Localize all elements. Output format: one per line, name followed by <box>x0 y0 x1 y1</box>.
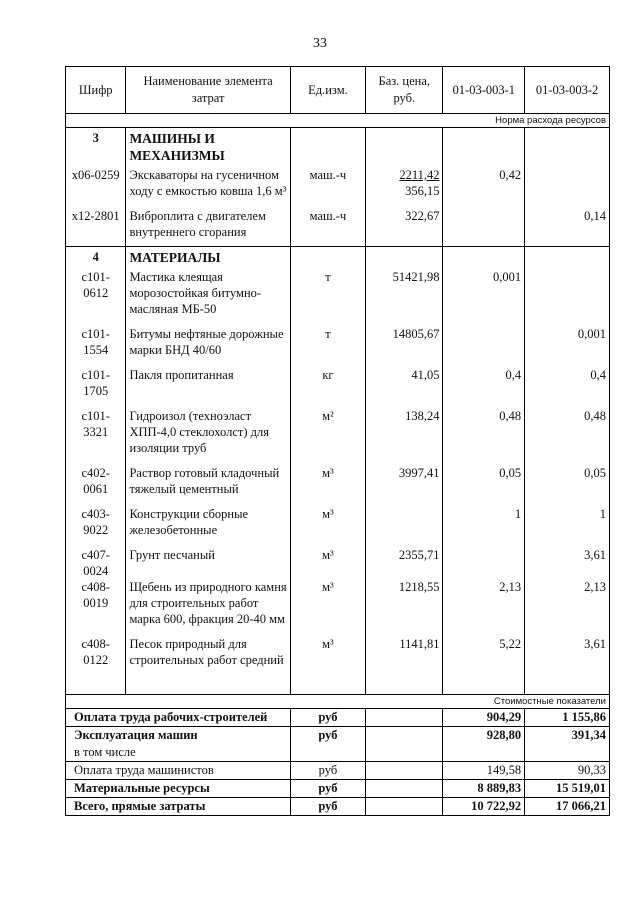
summary-value-2: 391,34 <box>525 727 610 745</box>
row-price: 51421,98 <box>366 266 443 323</box>
summary-label: Всего, прямые затраты <box>66 798 291 816</box>
row-unit: м³ <box>290 579 365 633</box>
table-row <box>66 323 610 364</box>
row-code: с101-1705 <box>66 364 126 405</box>
band-cost-row <box>66 695 610 709</box>
row-name: Экскаваторы на гусеничном ходу с емкостью ковша 1,6 м³ <box>126 164 290 205</box>
row-price: 322,67 <box>366 205 443 247</box>
header-price: Баз. цена, руб. <box>366 67 443 114</box>
row-price: 2355,71 <box>366 544 443 579</box>
row-name: Виброплита с двигателем внутреннего сгорания <box>126 205 290 247</box>
section-title: МАШИНЫ И МЕХАНИЗМЫ <box>126 128 290 165</box>
row-code: с408-0122 <box>66 633 126 674</box>
row-name: Щебень из природного камня для строительных работ марка 600, фракция 20-40 мм <box>126 579 290 633</box>
row-value-2: 0,05 <box>525 462 610 503</box>
resource-norms-table <box>65 66 610 816</box>
summary-value-2 <box>525 744 610 762</box>
row-price: 138,24 <box>366 405 443 462</box>
row-name: Раствор готовый кладочный тяжелый цементный <box>126 462 290 503</box>
summary-row <box>66 727 610 745</box>
row-value-2: 3,61 <box>525 633 610 674</box>
row-value-1: 5,22 <box>443 633 525 674</box>
row-price: 3997,41 <box>366 462 443 503</box>
summary-value-1: 928,80 <box>443 727 525 745</box>
table-row <box>66 633 610 674</box>
row-value-2: 2,13 <box>525 579 610 633</box>
row-name: Мастика клеящая морозостойкая битумно-масляная МБ-50 <box>126 266 290 323</box>
summary-label: Материальные ресурсы <box>66 780 291 798</box>
table-row <box>66 544 610 579</box>
row-code: с408-0019 <box>66 579 126 633</box>
summary-unit <box>290 744 365 762</box>
row-value-1: 0,48 <box>443 405 525 462</box>
row-value-2: 0,48 <box>525 405 610 462</box>
summary-value-1: 10 722,92 <box>443 798 525 816</box>
summary-row <box>66 798 610 816</box>
row-price: 1218,55 <box>366 579 443 633</box>
row-code: с403-9022 <box>66 503 126 544</box>
row-unit: м³ <box>290 503 365 544</box>
table-row <box>66 266 610 323</box>
table-row <box>66 462 610 503</box>
summary-unit: руб <box>290 798 365 816</box>
summary-value-2: 1 155,86 <box>525 709 610 727</box>
row-name: Битумы нефтяные дорожные марки БНД 40/60 <box>126 323 290 364</box>
row-unit: м³ <box>290 544 365 579</box>
table-header-row <box>66 67 610 114</box>
row-value-2: 3,61 <box>525 544 610 579</box>
summary-label: Эксплуатация машин <box>66 727 291 745</box>
summary-value-1: 904,29 <box>443 709 525 727</box>
band-norm-row <box>66 114 610 128</box>
table-row <box>66 405 610 462</box>
row-name: Пакля пропитанная <box>126 364 290 405</box>
band-norm-label: Норма расхода ресурсов <box>66 114 610 128</box>
row-code: с402-0061 <box>66 462 126 503</box>
summary-unit: руб <box>290 727 365 745</box>
section-title: МАТЕРИАЛЫ <box>126 247 290 267</box>
header-code: Шифр <box>66 67 126 114</box>
row-unit: т <box>290 323 365 364</box>
row-unit: м³ <box>290 462 365 503</box>
summary-value-2: 90,33 <box>525 762 610 780</box>
row-value-1 <box>443 323 525 364</box>
row-value-1 <box>443 544 525 579</box>
section-header <box>66 247 610 267</box>
spacer-row <box>66 674 610 695</box>
summary-label: в том числе <box>66 744 291 762</box>
row-value-2 <box>525 266 610 323</box>
row-value-1: 0,05 <box>443 462 525 503</box>
row-value-2: 0,14 <box>525 205 610 247</box>
row-unit: м² <box>290 405 365 462</box>
section-number: 4 <box>66 247 126 267</box>
page-number: 33 <box>313 36 327 51</box>
row-code: х12-2801 <box>66 205 126 247</box>
summary-label: Оплата труда машинистов <box>66 762 291 780</box>
row-code: с101-0612 <box>66 266 126 323</box>
summary-unit: руб <box>290 780 365 798</box>
header-col2: 01-03-003-2 <box>525 67 610 114</box>
row-value-1: 0,001 <box>443 266 525 323</box>
table-row <box>66 164 610 205</box>
row-code: с407-0024 <box>66 544 126 579</box>
table-row <box>66 364 610 405</box>
row-price: 14805,67 <box>366 323 443 364</box>
row-code: х06-0259 <box>66 164 126 205</box>
row-value-2: 0,001 <box>525 323 610 364</box>
row-value-2 <box>525 164 610 205</box>
summary-value-1 <box>443 744 525 762</box>
row-unit: т <box>290 266 365 323</box>
row-value-2: 1 <box>525 503 610 544</box>
summary-row <box>66 780 610 798</box>
summary-row <box>66 744 610 762</box>
row-unit: кг <box>290 364 365 405</box>
summary-unit: руб <box>290 709 365 727</box>
summary-value-2: 15 519,01 <box>525 780 610 798</box>
row-value-1: 2,13 <box>443 579 525 633</box>
header-col1: 01-03-003-1 <box>443 67 525 114</box>
summary-value-2: 17 066,21 <box>525 798 610 816</box>
section-number: 3 <box>66 128 126 165</box>
summary-value-1: 149,58 <box>443 762 525 780</box>
header-unit: Ед.изм. <box>290 67 365 114</box>
row-price-main: 2211,42 <box>399 168 440 182</box>
summary-value-1: 8 889,83 <box>443 780 525 798</box>
table-row <box>66 205 610 247</box>
row-name: Песок природный для строительных работ средний <box>126 633 290 674</box>
row-value-1: 0,42 <box>443 164 525 205</box>
row-value-1: 0,4 <box>443 364 525 405</box>
section-header <box>66 128 610 165</box>
row-unit: маш.-ч <box>290 205 365 247</box>
header-name: Наименование элемента затрат <box>126 67 290 114</box>
table-row <box>66 579 610 633</box>
row-price: 41,05 <box>366 364 443 405</box>
summary-unit: руб <box>290 762 365 780</box>
row-code: с101-1554 <box>66 323 126 364</box>
row-name: Гидроизол (техноэласт ХПП-4,0 стеклохолст) для изоляции труб <box>126 405 290 462</box>
row-price: 1141,81 <box>366 633 443 674</box>
row-value-2: 0,4 <box>525 364 610 405</box>
row-unit: маш.-ч <box>290 164 365 205</box>
table-row <box>66 503 610 544</box>
row-price <box>366 503 443 544</box>
row-name: Грунт песчаный <box>126 544 290 579</box>
row-value-1: 1 <box>443 503 525 544</box>
row-name: Конструкции сборные железобетонные <box>126 503 290 544</box>
summary-label: Оплата труда рабочих-строителей <box>66 709 291 727</box>
row-code: с101-3321 <box>66 405 126 462</box>
row-price-secondary: 356,15 <box>405 184 440 198</box>
row-unit: м³ <box>290 633 365 674</box>
row-price <box>366 164 443 205</box>
row-value-1 <box>443 205 525 247</box>
band-cost-label: Стоимостные показатели <box>66 695 610 709</box>
summary-row <box>66 762 610 780</box>
summary-row <box>66 709 610 727</box>
